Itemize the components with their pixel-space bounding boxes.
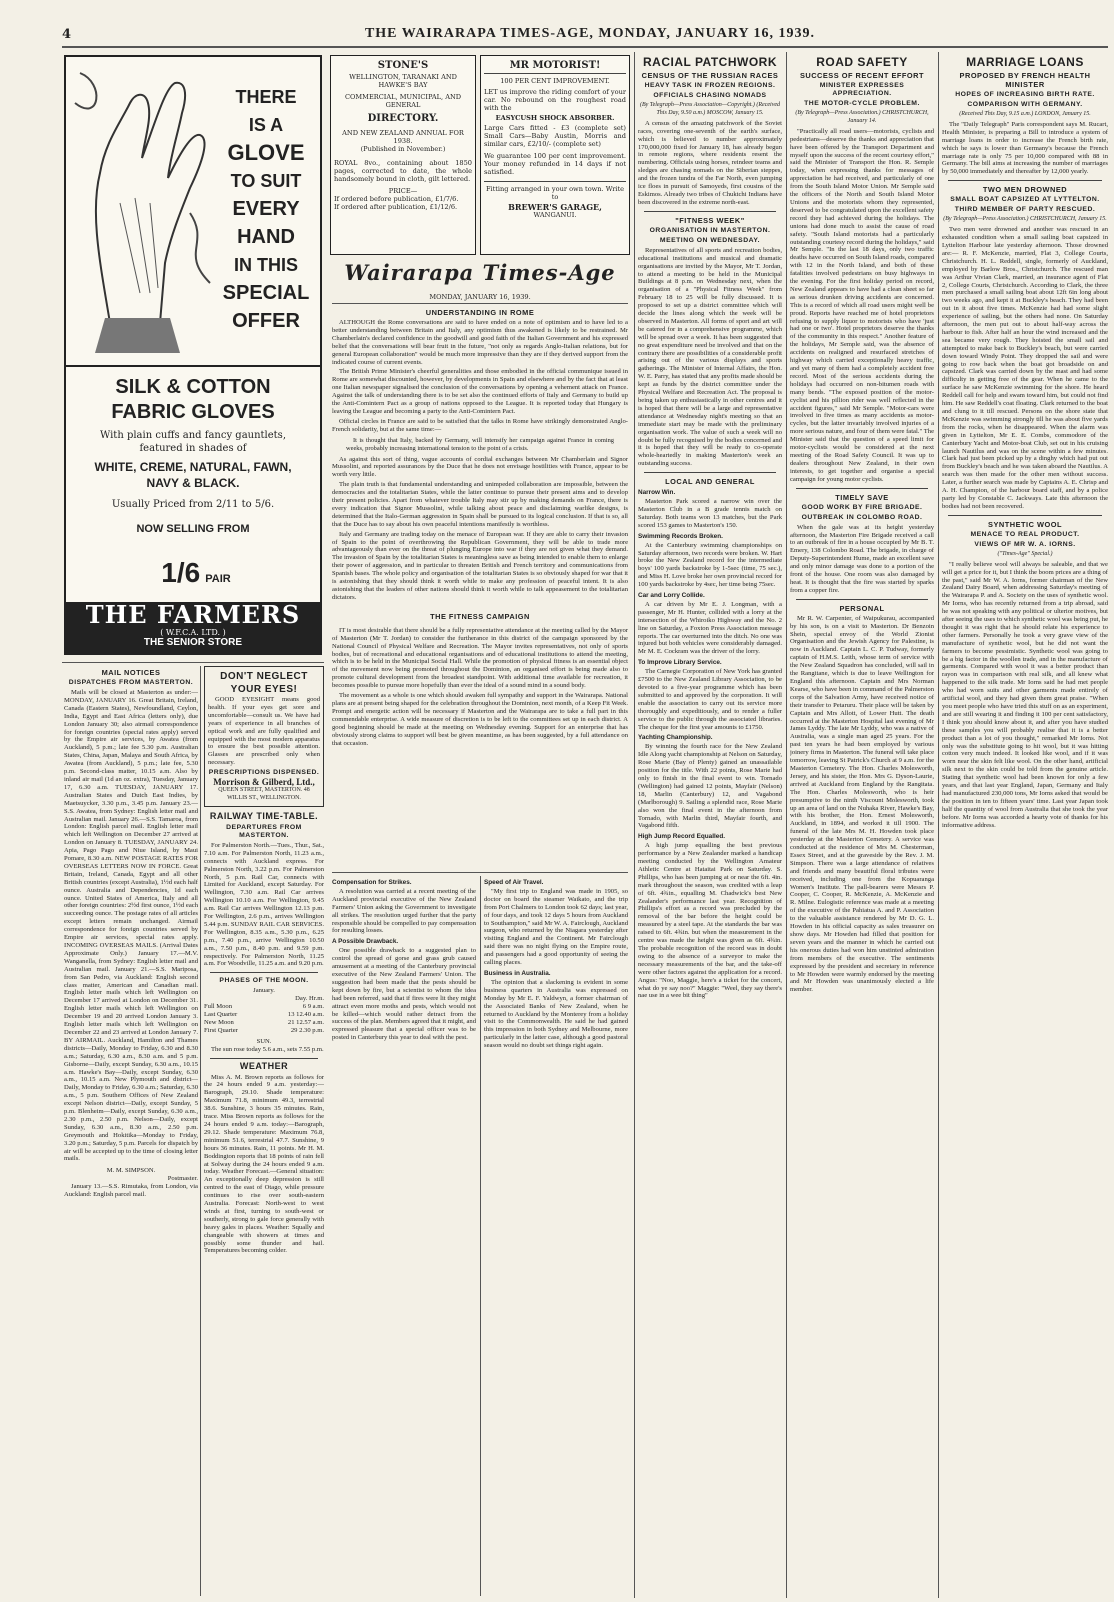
mail-notices-body: Mails will be closed at Masterton as under:— MONDAY, JANUARY 16. Great Britain, Ireland, Canada (Eastern States), Newfoundland, Ceylon, India, Egypt and East Africa (letters only), due London January 30; also airmail correspondence for foreign countries (special rates apply) served by the Empire air services, by Awatea (from Auckland), 5 p.m.; late fee 5.30 p.m. Australian States, China, Japan, Malaya and South Africa, by Awatea (from Auckland), 5 p.m.; late fee, 5.30 p.m. Second-class matter, 10.15 a.m. Also by inland air mail (1d an oz. extra), Tuesday, January 17, 6.30 a.m. TUESDAY, JANUARY 17. Australian States and Dutch East Indies, by Maetsuycker, 3.30 p.m., 3.45 p.m. January 23.—S.S. Awatea, from Sydney: English letter mail and Australian mail. January 26.—S.S. Tamaroa, from London: English parcel mail. English letter mail which left Wellington on December 27 arrived at London on January 8. TUESDAY, JANUARY 24. Apia, Pago Pago and Niue Island, by Maui Pomare, 8.30 a.m. NEW POSTAGE RATES FOR OVERSEAS LETTERS NOW IN FORCE. Great Britain, Ireland, Canada, Egypt and all other British countries (except Australia), 1½d each half ounce. Australia and Dependencies, 1d each ounce. United States of America, Italy and all other foreign countries: 2½d first ounce, 1½d each succeeding ounce. The postage rates of all articles except letters remain unchanged. Airmail correspondence for foreign countries served by Empire air services, special rates apply. INCOMING OVERSEAS MAILS. (Arrival Dates Approximate Only.) January 17.—M.V. Wanganella, from Sydney: English letter mail and Australian mail. January 21.—S.S. Mariposa, from San Pedro, via Auckland: English second class matter, American and Canadian mail. English letter mails which left Wellington on December 17 arrived at London on December 31. English letter mails which left Wellington on December 19 and 20 arrived London January 3. English letter mails which left Wellington on December 22 and 23 arrived at London January 7. BY AIRMAIL. Auckland, Hamilton and Thames districts—Daily, Monday to Friday, 6.30 and 8.30 a.m.; Saturday, 6.30 a.m., 8.30 a.m. and 5 p.m. Gisborne—Daily, except Sunday, 6.30 a.m., 10.15 a.m. Hawke's Bay—Daily, except Sunday, 6.30 a.m., 10.15 a.m. New Plymouth and district—Daily, Monday to Friday, 6.30 a.m.; Saturday, 6.30 a.m., 5 p.m. Southern Offices of New Zealand except Nelson district—Daily, except Sunday, 5 p.m. Blenheim—Daily, except Sunday, 6.30 a.m., 2.30 p.m., 2.50 p.m. Nelson—Daily, except Sunday, 6.30 a.m., 8.30 a.m., 2.50 p.m. Greymouth and Hokitika—Monday to Friday, 3.20 p.m.; Saturday, 5 p.m. Parcels for dispatch by air will be accepted up to the time of closing letter mails. [64, 689, 198, 1163]
wool-byline: ("Times-Age" Special.) [997, 550, 1053, 557]
editorial-para: As against this sort of thing, vague accounts of cordial exchanges between Mr Chamberlain and Signor Mussolini, and reported assurances by the Duce that he does not envisage hostilities with France, appear to be worth very little. [332, 455, 628, 479]
marriage-byline: (Received This Day, 9.15 a.m.) LONDON, January 15. [959, 111, 1091, 117]
marriage-sub2: HOPES OF INCREASING BIRTH RATE. [955, 91, 1095, 98]
local-item-text: A car driven by Mr E. J. Longman, with a passenger, Mr H. Hunter, collided with a lorry at the intersection of the Whiroiko Highway and the No. 2 line on Saturday, a Foxton Press Association message reports. The car overturned into the ditch. No one was injured but both vehicles were considerably damaged. Mr M. E. Cockram was the driver of the lorry. [638, 600, 782, 656]
racial-byline: (By Telegraph—Press Association—Copyright.) (Received This Day, 9.50 a.m.) MOSCOW, January 15. [639, 102, 781, 116]
local-item-heading: To Improve Library Service. [638, 659, 722, 667]
moon-row: New Moon 21 12.57 a.m. [204, 1019, 324, 1026]
page-number: 4 [62, 27, 72, 42]
road-safety-body: "Practically all road users—motorists, cyclists and pedestrians—deserve the thanks and appreciation that have been offered by the Transport Department and myself upon the success of the recent courtesy effort," said the Minister of Transport the Hon. R. Semple today, when expressing thanks for messages of appreciation he had received, and particularly of one from the South Island Motor Union. Mr Semple said the officers of the North and South Island Motor Unions and the motorists whom they represented, deserved to be congratulated upon the excellent safety record they had achieved during the holidays. The unions had done much to assist the cause of road safety. "South Island motorists had a particularly outstanding courtesy record during the holidays," said Mr Semple. "In the last 18 days, only two traffic deaths have occurred on South Island roads, compared with 12 in the North Island, and both of these fatalities involved pedestrians on busy highways in the evening. For the first holiday period on record, New Zealand appears to have had a clean sheet so far as serious drunken driving accidents are concerned. This is a record of which all road users might well be proud. Reports have reached me of hotel proprietors refusing to supply liquor to motorists who have 'just had one or two'. Hotel proprietors deserve the thanks of the community in this respect." Another feature of the holidays, Mr Semple said, was the absence of accidents on realigned and resurfaced stretches of highway which carried exceptionally heavy traffic, and yet many of them had a completely accident free record. Most of the serious accidents during the holidays had occurred on non-bitumen roads with many bends. "The exposed position of the motor-cyclist and his pillion rider was well reflected in the accident figures," said Mr Semple. "Motor-cars were involved in five times as many accidents as motor-cycles, but the latter invariably involved injuries of a more serious nature, and four of them were fatal." The Minister said that the question of a speed limit for motor-cyclists would be considered at the next meeting of the Road Safety Council. It was up to dealers throughout New Zealand, in their own interests, to get together and organise a special campaign for young motor cyclists. [790, 127, 934, 483]
motorist-fitting: Fitting arranged in your own town. Write to [484, 181, 626, 201]
local-item-heading: Swimming Records Broken. [638, 532, 723, 540]
racial-sub2: HEAVY TASK IN FROZEN REGIONS. [644, 82, 776, 89]
racial-body: A census of the amazing patchwork of the Soviet races, covering one-seventh of the earth's surface, which is believed to number approximately 170,000,000 fixed for January 18, has already begun in remote regions, where residents resent the numbering. Officials using horses, reindeer teams and sledges are chasing nomads on the Siberian steppes, and the frozen tundra of the Far North, even jumping ice floes in pursuit of Samoyeds, first cousins of the Eskimos. Already two tribes of Chuktchi Indians have been discovered in the extreme north-east. [638, 119, 782, 206]
local-item-text: The Carnegie Corporation of New York has granted £7500 to the New Zealand Library Association, to be devoted to a five-year programme which has been submitted to and approved by the corporation. It will enable the association to carry out its service more thoroughly and expeditiously, and to render a fuller service to the public through the associated libraries. The cheque for the first year amounts to £1750. [638, 668, 782, 731]
marriage-wool-column [942, 52, 1108, 1598]
editorial-column [332, 306, 628, 866]
road-safety-sub3: THE MOTOR-CYCLE PROBLEM. [804, 100, 920, 107]
strikes-text: A resolution was carried at a recent meeting of the Auckland provincial executive of the New Zealand Farmers' Union asking the Government to investigate all strikes. The resolution urged further that the party responsible should be compelled to pay compensation for resulting losses. [332, 887, 476, 935]
local-item-heading: Car and Lorry Collide. [638, 592, 705, 600]
editorial-para: IT is most desirable that there should be a fully representative attendance at the meeting called by the Mayor of Masterton (Mr T. Jordan) to consider the furtherance in this district of the campaign sponsored by the National Council of Physical Welfare and Recreation. The Mayor invites representatives, not only of sports bodies, but of recreational and educational organisations and of educational institutions to attend the meeting, which is to be held in the Municipal Social Hall. While the promotion of physical fitness is an essential object of the movement now being promoted throughout the Dominion, an organised effort is being made also to promote cultural development from the broadest standpoint. With additional time available for recreation, it becomes possible to pursue more hopefully than ever the ideal of a sound mind in a sound body. [332, 626, 628, 690]
glove-headline: THERE IS A GLOVE TO SUIT EVERY HAND IN THIS SPECIAL OFFER [222, 87, 310, 332]
editorial-para: The British Prime Minister's cheerful generalities and those embodied in the official communique issued in Rome are somewhat discounted, however, by developments in Spain and elsewhere and by the fact that at least one Italian newspaper signalised the conclusion of the conversations by opening a vehement attack on France. Against the talk of understanding there is to be set also the continued efforts of Italy and Germany to build up the Anti-Comintern Pact as a group of nations opposed to the League. It is reported today that Hungary is leaving the League and becoming a party to the Anti-Comintern Pact. [332, 368, 628, 415]
personal-body: Mr R. W. Carpenter, of Waipukurau, accompanied by his son, is on a visit to Masterton. Dr Benzoin Shein, special envoy of the World Zionist Organisation and the Jewish Agency for Palestine, is now in Auckland. Captain L. C. P. Tudway, formerly captain of H.M.S. Leith, whose term of service with the New Zealand Squadron has concluded, will sail in the Rangitane, which is due to leave Wellington for England this afternoon. Captain and Mrs Norman Kearse, who have been in command of the Palmerston corps of the Salvation Army, have received notice of their transfer to Petaruru. Their place will be taken by Captain and Mrs Allott, of Lower Hutt. The death occurred at the Masterton Hospital last evening of Mr James Lyddy. The late Mr Lyddy, who was a native of Australia, was a single man aged 25 years. For the past ten years he had been employed by various joinery firms in Masterton. The funeral will take place tomorrow, leaving St Patrick's Church at 9 a.m. for the Masterton Cemetery. The Hon. Charles Molesworth, Jersey, and his sister, the Hon. Mrs G. Dyson-Laurie, arrived at Auckland from England by the Rangitata. The Hon. Charles Molesworth, who is heir presumptive to the ninth Viscount Molesworth, took up an area of land on the Nuhaka River, Hawke's Bay, with his brother, the Hon. Ernest Molesworth, Auckland, in 1894, and worked it till 1900. The funeral of the late Mrs M. H. Howden took place yesterday at the Masterton Cemetery. A service was conducted at the residence of Mrs M. Chesterman, Essex Street, and at the graveside by the Rev. J. M. Simpson. There was a large attendance of relatives and friends and many beautiful floral tributes were received, including one from the Kopuaranga Women's Institute. The pall-bearers were Messrs P. Cooper, C. Cooper, R. McKenzie, A. McKenzie and R. Milne. Eulogistic reference was made at a meeting of the executive of the Pahiatua A. and P. Association to the valuable assistance rendered by Mr D. G. L. Howden in his official capacity as sales treasurer on show days. Mr Howden had filled that position for seven years and the manner in which he carried out his onerous duties had won him unstinted admiration from members of the executive. The sentiments expressed by the president and secretary in reference to Mr Howden were warmly endorsed by the meeting and Mr Howden was unanimously elected a life member. [790, 614, 934, 994]
personal-heading: PERSONAL [839, 603, 885, 613]
glove-price-unit: PAIR [205, 573, 231, 585]
motorist-garage: BREWER'S GARAGE, [508, 202, 602, 212]
weather-heading: WEATHER [239, 1060, 289, 1071]
wool-sub: MENACE TO REAL PRODUCT. [970, 530, 1080, 538]
editorial-heading-2: THE FITNESS CAMPAIGN [430, 611, 530, 621]
local-item-text: Masterton Park scored a narrow win over the Masterton Club in a B grade tennis match on Saturday. Both teams won 13 matches, but the Park scored 153 games to Masterton's 150. [638, 498, 782, 529]
gloved-hand-illustration [70, 63, 220, 363]
mail-notices-column [64, 666, 198, 1596]
road-safety-column [790, 52, 934, 1598]
postmaster-name: M. M. SIMPSON. [106, 1167, 156, 1175]
editorial-para: The plain truth is that fundamental understanding and unimpeded collaboration are impossible, between the democracies and the totalitarian States, while the latter continue to pursue their present aims and to develop their present policies. Apart from whatever trouble Italy may stir up by making demands on France, there is every indication that Signor Mussolini, while talking about peace and disclaiming warlike designs, is determined that the Italo-German aggression in Spain shall be pursued to its logical conclusion. If that is so, all that the Duce has to say about his own peaceful intentions manifestly is worthless. [332, 481, 628, 528]
racial-heading: RACIAL PATCHWORK [643, 55, 777, 69]
local-item-heading: Yachting Championship. [638, 734, 713, 742]
glove-colors: WHITE, CREME, NATURAL, FAWN, NAVY & BLACK. [94, 460, 292, 490]
wool-body: "I really believe wool will always be saleable, and that we will get a price for it, but I think the boom prices are a thing of the past," said Mr W. A. Iorns, former chairman of the New Zealand Dairy Board, when addressing Saturday's meeting of the Wairarapa P. and A. Society on the uses of synthetic wool. Mr Iorns, who has recently returned from a trip abroad, said he was not speaking with any political or ulterior motives, but after seeing the uses to which synthetic wool was being put, he thought it was right that he should relate his experience to other farmers. Personally he took a very grave view of the manufacture of synthetic wool, but he did not want the farmers to become pessimistic. Synthetic wool was going to be a big factor in the woollen trade, and in the manufacture of garments. Compared with wool it was a better product than rayon was in comparison with real silk, and all knew what happened to the silk trade. Mr Iorns said he had met people who had worn suits and other garments made entirely of artificial wool, and they had given them great praise. "When you meet people who have tried this stuff on as an experiment, and are still wearing it and finding it 100 per cent satisfactory, I think you should know about it, and after you have studied these samples you will probably realise that it is a better product than a lot of you thought," remarked Mr Iorns. Not only was the substitute going to hit wool, but it was hitting cotton very much indeed. It looked like wool, and if it was worn near the skin felt like wool. On the other hand, artificial silk next to the skin could be told from the genuine article. Stating that synthetic wool had been known for only a few years, and that last year England, Japan, Germany and Italy had manufactured 230,000 tons, Mr Iorns asked that would be the position in ten to fifteen years' time. Last year Japan took half the quantity of wool from Australia that she took the year before. Mr Iorns was accorded a hearty vote of thanks for his informative address. [942, 560, 1108, 829]
stones-region: WELLINGTON, TARANAKI AND HAWKE'S BAY [349, 73, 457, 89]
eyes-ad [204, 666, 324, 807]
glove-advertisement [64, 55, 322, 655]
moon-month: January. [253, 987, 275, 995]
local-general-heading: LOCAL AND GENERAL [665, 477, 755, 487]
local-item-heading: Narrow Win. [638, 489, 676, 497]
local-item-heading: High Jump Record Equalled. [638, 833, 725, 841]
editorial-para: Italy and Germany are trading today on the menace of European war. If they are able to carry their invasion of Spain to the point of overthrowing the Republican Government, they will be able to trade more advantageously than ever on the threat of plunging Europe into war if they are not given what they demand. The invasion of Spain by the totalitarian States is meaningless save as being intended to enable them to enlarge their power of aggression, and in particular to threaten British and French territory and communications from Spanish bases. The whole policy and organisation of the totalitarian States is so obviously shaped for war that it is astonishing that they should think it worth while to make any profession of peaceful intent. It is also astonishing that the leaders of other nations should think it worth while to talk appeasement to the totalitarian dictators. [332, 530, 628, 601]
drowned-sub: SMALL BOAT CAPSIZED AT LYTTELTON. [950, 196, 1100, 204]
sun-times: The sun rose today 5.6 a.m., sets 7.55 p.m. [211, 1045, 324, 1053]
moon-row: Last Quarter 13 12.40 a.m. [204, 1011, 324, 1019]
dispatches-heading: DISPATCHES FROM MASTERTON. [68, 679, 194, 686]
motorist-prices: Large Cars fitted - £3 (complete set) Small Cars—Baby Austin, Morris and similar cars, £2/10/- (complete set) [484, 124, 626, 148]
motorist-guarantee: We guarantee 100 per cent improvement. Your money refunded in 14 days if not satisfied. [484, 152, 626, 176]
racial-sub3: OFFICIALS CHASING NOMADS [653, 92, 767, 99]
weather-body: Miss A. M. Brown reports as follows for the 24 hours ended 9 a.m. yesterday:—Barograph, 29.10. Shade temperature: Maximum 71.8, minimum 49.3, terrestrial 38.6. Sunshine, 3 hours 35 minutes. Rain, trace. Miss Brown reports as follows for the 24 hours ended 9 a.m. today:—Barograph, 29.12. Shade temperature: Maximum 76.8, minimum 51.6, terrestrial 47.7. Sunshine, 9 hours 36 minutes. Rain, 11 points. Mr H. M. Boddington reports that 18 points of rain fell at Solway during the 24 hours ended 9 a.m. today. Weather Forecast.—General situation: An exceptionally deep depression is still centred to the east of Otago, while pressure continues to rise over south-eastern Australia. Forecast: North-west to west winds at first, turning to south-west or southerly, strong to gale force generally with heavy gales in places. Weather: Squally and changeable with showers at times and possibly some thunder and hail. Temperatures becoming colder. [204, 1073, 324, 1255]
air-travel-heading: Speed of Air Travel. [484, 879, 544, 886]
railway-heading: RAILWAY TIME-TABLE. [209, 810, 319, 821]
eyes-prescriptions: PRESCRIPTIONS DISPENSED. [208, 769, 320, 777]
center-bottom-right [484, 876, 628, 1596]
fitness-week-sub: ORGANISATION IN MASTERTON. [649, 226, 771, 234]
air-travel-text: "My first trip to England was made in 1905, so doctor on board the steamer Waikato, and the trip from Port Chalmers to London took 62 days; last year, of four days, and took 12 days 5 hours from Auckland to Southampton," said Mr W. A. Fairclough, Auckland surgeon, who returned by the Niagara yesterday after visiting England and the Continent. Mr Fairclough said there was no night flying on the Empire route, and passengers had a good opportunity of seeing the calling places. [484, 887, 628, 967]
stones-annual: AND NEW ZEALAND ANNUAL FOR 1938. [342, 129, 464, 145]
motorist-sub: 100 PER CENT IMPROVEMENT. [500, 77, 610, 85]
timely-save-heading: TIMELY SAVE [835, 492, 889, 502]
stones-price-head: PRICE— [388, 187, 418, 195]
road-safety-heading: ROAD SAFETY [816, 55, 908, 69]
motorist-title: MR MOTORIST! [484, 62, 626, 74]
business-heading: Business in Australia. [484, 969, 551, 977]
road-safety-sub: SUCCESS OF RECENT EFFORT [799, 71, 925, 80]
middle-left-column [204, 666, 324, 1596]
eyes-firm: Morrison & Gilberd, Ltd., [213, 777, 315, 788]
local-item-text: By winning the fourth race for the New Zealand Idle Along yacht championship at Nelson on Saturday, Rose Marie (Bay of Plenty) gained an unassailable position for the title. With 22 points, Rose Marie had only to finish in the final event to win. Tornado (Wellington) had gained 12 points, Mayfair (Nelson) 18, Marlin (Canterbury) 12, and Vagabond (Marlborough) 9. Sailing a splendid race, Rose Marie also won the final event in the afternoon from Tornado, with Marlin third, Mayfair fourth, and Vagabond fifth. [638, 743, 782, 830]
stones-directory-ad [330, 55, 476, 255]
stones-body: ROYAL 8vo., containing about 1850 pages, corrected to date, the whole handsomely bound in cloth, gilt lettered. [334, 159, 472, 183]
editorial-para: The movement as a whole is one which should awaken full sympathy and support in the Wairarapa. National plans are at present being shaped for the celebration throughout the Dominion, next month, of a Keep Fit Week. Prompt and energetic action will be necessary if Masterton and the Wairarapa are to take a full part in this commendable enterprise. A wide measure of discretion is to be left to the committees set up in each district. A good beginning should be made at the meeting on Wednesday evening. Support for an enterprise that has obviously strong claims to support will best be given meantime, as has been suggested, by a full attendance on that occasion. [332, 692, 628, 747]
drowned-body: Two men were drowned and another was rescued in an exhausted condition when a small sailing boat capsized in Lyttelton Harbour late yesterday afternoon. Those drowned are:— R. F. McKenzie, married, Flat 3, College Courts, Christchurch. H. L. Reddell, single, formerly of Auckland, employed by Barlow Bros., Christchurch. The rescued man was Arthur Vivian Clark, married, an insurance agent of Flat 2, College Courts, Christchurch. According to Clark, the three men purchased a small sailing boat about 12ft 6in long about two weeks ago, and kept it at Buckley's beach. They had been out in it about five times. McKenzie had had some slight experience of sailing, but the others had none. On Saturday afternoon, the men put out to about half-way across the harbour to fish. After half an hour the wind increased and the sea became very rough. They hoisted the small sail and attempted to make back to Buckley's beach, but were carried down toward Windy Point. They dropped the sail and were going to row back when the boat got broadside on and capsized. Clark was carried down by the mast and had some difficulty in getting free of the gear. When he came to the surface he saw McKenzie swimming for the shore. He heard Reddell call for help and swam toward him, but could not find him. He saw Reddell's coat floating. Clark returned to the boat and clung to it till rescued. Persons on the shore state that McKenzie was swimming strongly till he was about five yards from the rocks, when he disappeared. When the alarm was given in Lyttelton, Mr E. E. Combs, commodore of the Canterbury Yacht and Motor-boat Club, set out in his cruising launch Nautilus and was on the scene within a few minutes. Clark had just been picked up by a dinghy which had put out from Buckley's beach and he was taken aboard the Nautilus. A search was then made for the other men without success. Later, a further search was made by Captains A. E. Chrisp and A. H. Champion, of the harbour board staff, and by a police party led by Constable C. Jackways. Late this afternoon the bodies had not been recovered. [942, 226, 1108, 510]
paper-nameplate: Wairarapa Times-Age [344, 260, 616, 285]
railway-body: For Palmerston North.—Tues., Thur., Sat., 7.10 a.m. For Palmerston North, 11.23 a.m., connects with Auckland express. For Palmerston North, 3.22 p.m. For Palmerston North, 5 p.m. Rail Car, connects with Limited for Auckland, except Saturday. For Wellington, 7.30 a.m. Rail Car arrives Wellington 10.10 a.m. For Wellington, 9.45 a.m. Rail Car arrives Wellington 12.13 p.m. For Wellington, 2.6 p.m., arrives Wellington 5.44 p.m. SUNDAY RAIL CAR SERVICES. For Wellington, 8.35 a.m., 5.30 p.m., 6.25 p.m., 7.40 p.m., arrive Wellington 10.50 a.m., 7.50 p.m., 8.40 p.m. and 9.59 p.m. respectively. For Palmerston North, 11.25 a.m. For Woodville, 11.25 a.m. and 9.20 p.m. [204, 841, 324, 968]
drowned-sub2: THIRD MEMBER OF PARTY RESCUED. [954, 206, 1096, 214]
road-safety-byline: (By Telegraph—Press Association.) CHRISTCHURCH, January 14. [795, 110, 929, 124]
farmers-logo: THE FARMERS ( W.F.C.A. LTD. ) THE SENIOR STORE [66, 602, 320, 653]
fitness-week-body: Representatives of all sports and recreation bodies, educational institutions and musical and dramatic organisations are invited by the Mayor, Mr T. Jordan, to attend a meeting to be held in the Municipal Buildings at 8 p.m. on Wednesday next, when the organisation of a "Physical Fitness Week" from February 18 to 25 will be fully discussed. It is proposed to set up a district committee which will decide the lines along which the week will be observed in Masterton. All forms of sport and art will be catered for in a comprehensive programme, which will be spread over a week. It has been suggested that no great expenditure need be involved and that on the contrary there are possibilities of a considerable profit arising out of the various displays and sports gatherings. The Minister of Internal Affairs, the Hon. W. E. Parry, has stated that any profits made should be kept as funds by the district committee under the Physical Welfare and Recreation Act. The proposal is being taken up enthusiastically in other centres and it is hoped that there will be a large and representative attendance at Wednesday night's meeting so that an immediate start may be made with the preliminary organisation work. The value of such a week will no doubt be fully recognised by the bodies concerned and it is hoped that they will be ready to co-operate whole-heartedly in making Masterton's week an outstanding success. [638, 246, 782, 468]
stones-types: COMMERCIAL, MUNICIPAL, AND GENERAL [344, 93, 462, 109]
railway-sub: DEPARTURES FROM MASTERTON. [226, 823, 302, 839]
stones-directory: DIRECTORY. [367, 113, 439, 124]
glove-now-selling: NOW SELLING FROM [136, 523, 250, 535]
fitness-week-heading: "FITNESS WEEK" [675, 215, 745, 225]
center-bottom-left [332, 876, 476, 1596]
motorist-town: WANGANUI. [533, 211, 577, 219]
wool-sub2: VIEWS OF MR W. A. IORNS. [974, 540, 1076, 548]
editorial-heading-1: UNDERSTANDING IN ROME [425, 308, 535, 317]
eyes-address: QUEEN STREET, MASTERTON. 48 WILLIS ST., WELLINGTON. [218, 787, 310, 801]
motorist-ad [480, 55, 630, 255]
local-item-text: At the Canterbury swimming championships on Saturday afternoon, two records were broken. W. Hart broke the New Zealand record for the intermediate boys' 100 yards backstroke by 1-5sec (time, 75 sec.), and Miss H. Love broke her own provincial record for 100 yards backstroke by 4sec, her time being 75sec. [638, 541, 782, 589]
stones-published: (Published in November.) [360, 145, 446, 153]
fitness-week-sub2: MEETING ON WEDNESDAY. [659, 236, 761, 244]
marriage-sub3: COMPARISON WITH GERMANY. [967, 101, 1083, 108]
editorial-para: Official circles in France are said to be satisfied that the talks in Rome have strikingly demonstrated Anglo-French solidarity, but at the same time:— [332, 417, 628, 433]
drawback-heading: A Possible Drawback. [332, 938, 399, 946]
timely-save-sub2: OUTBREAK IN COLOMBO ROAD. [801, 513, 923, 521]
mail-last-note: January 13.—S.S. Rimutaka, from London, via Auckland: English parcel mail. [64, 1183, 198, 1199]
marriage-sub: PROPOSED BY FRENCH HEALTH MINISTER [959, 71, 1091, 89]
editorial-quote: It is thought that Italy, backed by Germany, will intensify her campaign against France in coming weeks, probably increasing international tension to the point of a crisis. [346, 436, 614, 452]
moon-row: Full Moon 6 9 a.m. [204, 1003, 324, 1011]
racial-local-column [638, 52, 782, 1598]
motorist-product: EASYCUSH SHOCK ABSORBER. [495, 114, 615, 122]
road-safety-sub2: MINISTER EXPRESSES APPRECIATION. [819, 82, 905, 97]
racial-sub: CENSUS OF THE RUSSIAN RACES [641, 71, 779, 80]
drowned-heading: TWO MEN DROWNED [982, 185, 1068, 195]
business-text: The opinion that a slackening is evident in some business quarters in Australia was expressed on Monday by Mr E. F. Yaldwyn, a former chairman of the Associated Banks of New Zealand, when he returned to Auckland by the Monterey from a holiday visit to the Commonwealth. He said he had gained this impression in both Sydney and Melbourne, more particularly in the latter case, although a good pastoral season would no doubt set things right again. [484, 978, 628, 1050]
moon-row: First Quarter 29 2.30 p.m. [204, 1026, 324, 1034]
moon-heading: PHASES OF THE MOON. [219, 977, 309, 985]
glove-desc: With plain cuffs and fancy gauntlets, featured in shades of [100, 430, 286, 454]
eyes-body: GOOD EYESIGHT means good health. If your eyes get sore and uncomfortable—consult us. We have had years of experience in all branches of optical work and are fully qualified and equipped with the most modern apparatus to ensure the best possible attention. Glasses are prescribed only when necessary. [208, 696, 320, 767]
strikes-heading: Compensation for Strikes. [332, 879, 412, 886]
synthetic-wool-heading: SYNTHETIC WOOL [988, 519, 1062, 529]
local-item-text: A high jump equalling the best previous performance by a New Zealander marked a handicap meeting conducted by the Wellington Amateur Athletic Centre at Hataitai Park on Saturday. S. Phillips, who has been jumping at or near the 6ft. 4in. mark throughout the season, was credited with a leap of 6ft. 4¾in., equalling M. Chadwick's best New Zealander's performance last year. Recognition of Phillips's effort as a record was precluded by the removal of the bar before the height could be measured by a steel tape. At the standards the bar was raised to 6ft. 4¾in. but when the measurement in the centre was made the height was given as 6ft. 4¾in. The probable recognition of the record was in doubt owing to the absence of a surveyor to make the necessary measurements of the bar, and the take-off were other factors against the application for a record. Angus: "Noo, Maggie, here's a ticket for the concert, what do ye say noo?" Maggie: "Weel, they say there's nae use in a wee bit thing" [638, 842, 782, 1000]
timely-save-sub: GOOD WORK BY FIRE BRIGADE. [801, 503, 923, 511]
masthead-title: THE WAIRARAPA TIMES-AGE, MONDAY, JANUARY 16, 1939. [364, 26, 816, 41]
stones-title: STONE'S [377, 60, 429, 71]
masthead-rule [62, 46, 1108, 48]
stones-price-before: If ordered before publication, £1/7/6. [334, 195, 459, 203]
sun-heading: SUN. [256, 1037, 272, 1045]
glove-usual-price: Usually Priced from 2/11 to 5/6. [111, 499, 275, 510]
postmaster-title: Postmaster. [167, 1175, 198, 1183]
marriage-body: The "Daily Telegraph" Paris correspondent says M. Rucart, Health Minister, is preparing a Bill to introduce a system of marriage loans in order to increase the French birth rate, which he says is lower than Germany's because the French marriage rate is only 75 per 10,000 compared with 88 in Germany. The bill aims at increasing the number of marriages by 50,000 immediately and thereafter by 12,000 yearly. [942, 120, 1108, 176]
timely-save-body: When the gale was at its height yesterday afternoon, the Masterton Fire Brigade received a call to an outbreak of fire in a house occupied by Mr B. T. Emery, 138 Colombo Road. The brigade, in charge of Deputy-Superintendent Hume, made an excellent save and only minor damage was done to a portion of the front of the house. One room was also damaged by heat. It is thought that the fire was started by sparks from a copper fire. [790, 523, 934, 594]
stones-price-after: If ordered after publication, £1/12/6. [334, 203, 458, 211]
editorial-para: ALTHOUGH the Rome conversations are said to have ended on a note of optimism and to have led to a better understanding between Britain and Italy, any optimism thus awakened is likely to be restrained. Mr Chamberlain's declared confidence in the goodwill and good faith of the Italian Government and his expressed belief that the conversations will bear fruit in the future, "not only as regards Anglo-Italian relations, but for general European collaboration" would be much more impressive than they are if they derived support from the indicated course of current events. [332, 319, 628, 366]
glove-price: 1/6 [161, 557, 201, 588]
editorial-date: MONDAY, JANUARY 16, 1939. [429, 293, 531, 301]
moon-columns: Day. Hr.m. [295, 995, 324, 1003]
motorist-body: LET us improve the riding comfort of your car. No rebound on the roughest road with the [484, 88, 626, 112]
mail-notices-heading: MAIL NOTICES [101, 668, 161, 677]
marriage-loans-heading: MARRIAGE LOANS [966, 55, 1084, 69]
drowned-byline: (By Telegraph—Press Association.) CHRISTCHURCH, January 15. [943, 216, 1107, 223]
drawback-text: One possible drawback to a suggested plan to control the spread of gorse and grass grub caused amusement at a meeting of the Canterbury provincial executive of the New Zealand Farmers' Union. The suggestion had been made that the pests should be kept down by fire, but a scientist to whom the idea had been referred, said that if fires were lit they might attract even more moths and pests, which would not be killed—which would rather detract from the success of the plan. Members agreed that it might, and expressed pleasure that a special officer was to be posted in Canterbury this year to deal with the pest. [332, 947, 476, 1042]
glove-product: SILK & COTTON FABRIC GLOVES [111, 376, 275, 423]
eyes-title: DON'T NEGLECT YOUR EYES! [220, 671, 308, 695]
